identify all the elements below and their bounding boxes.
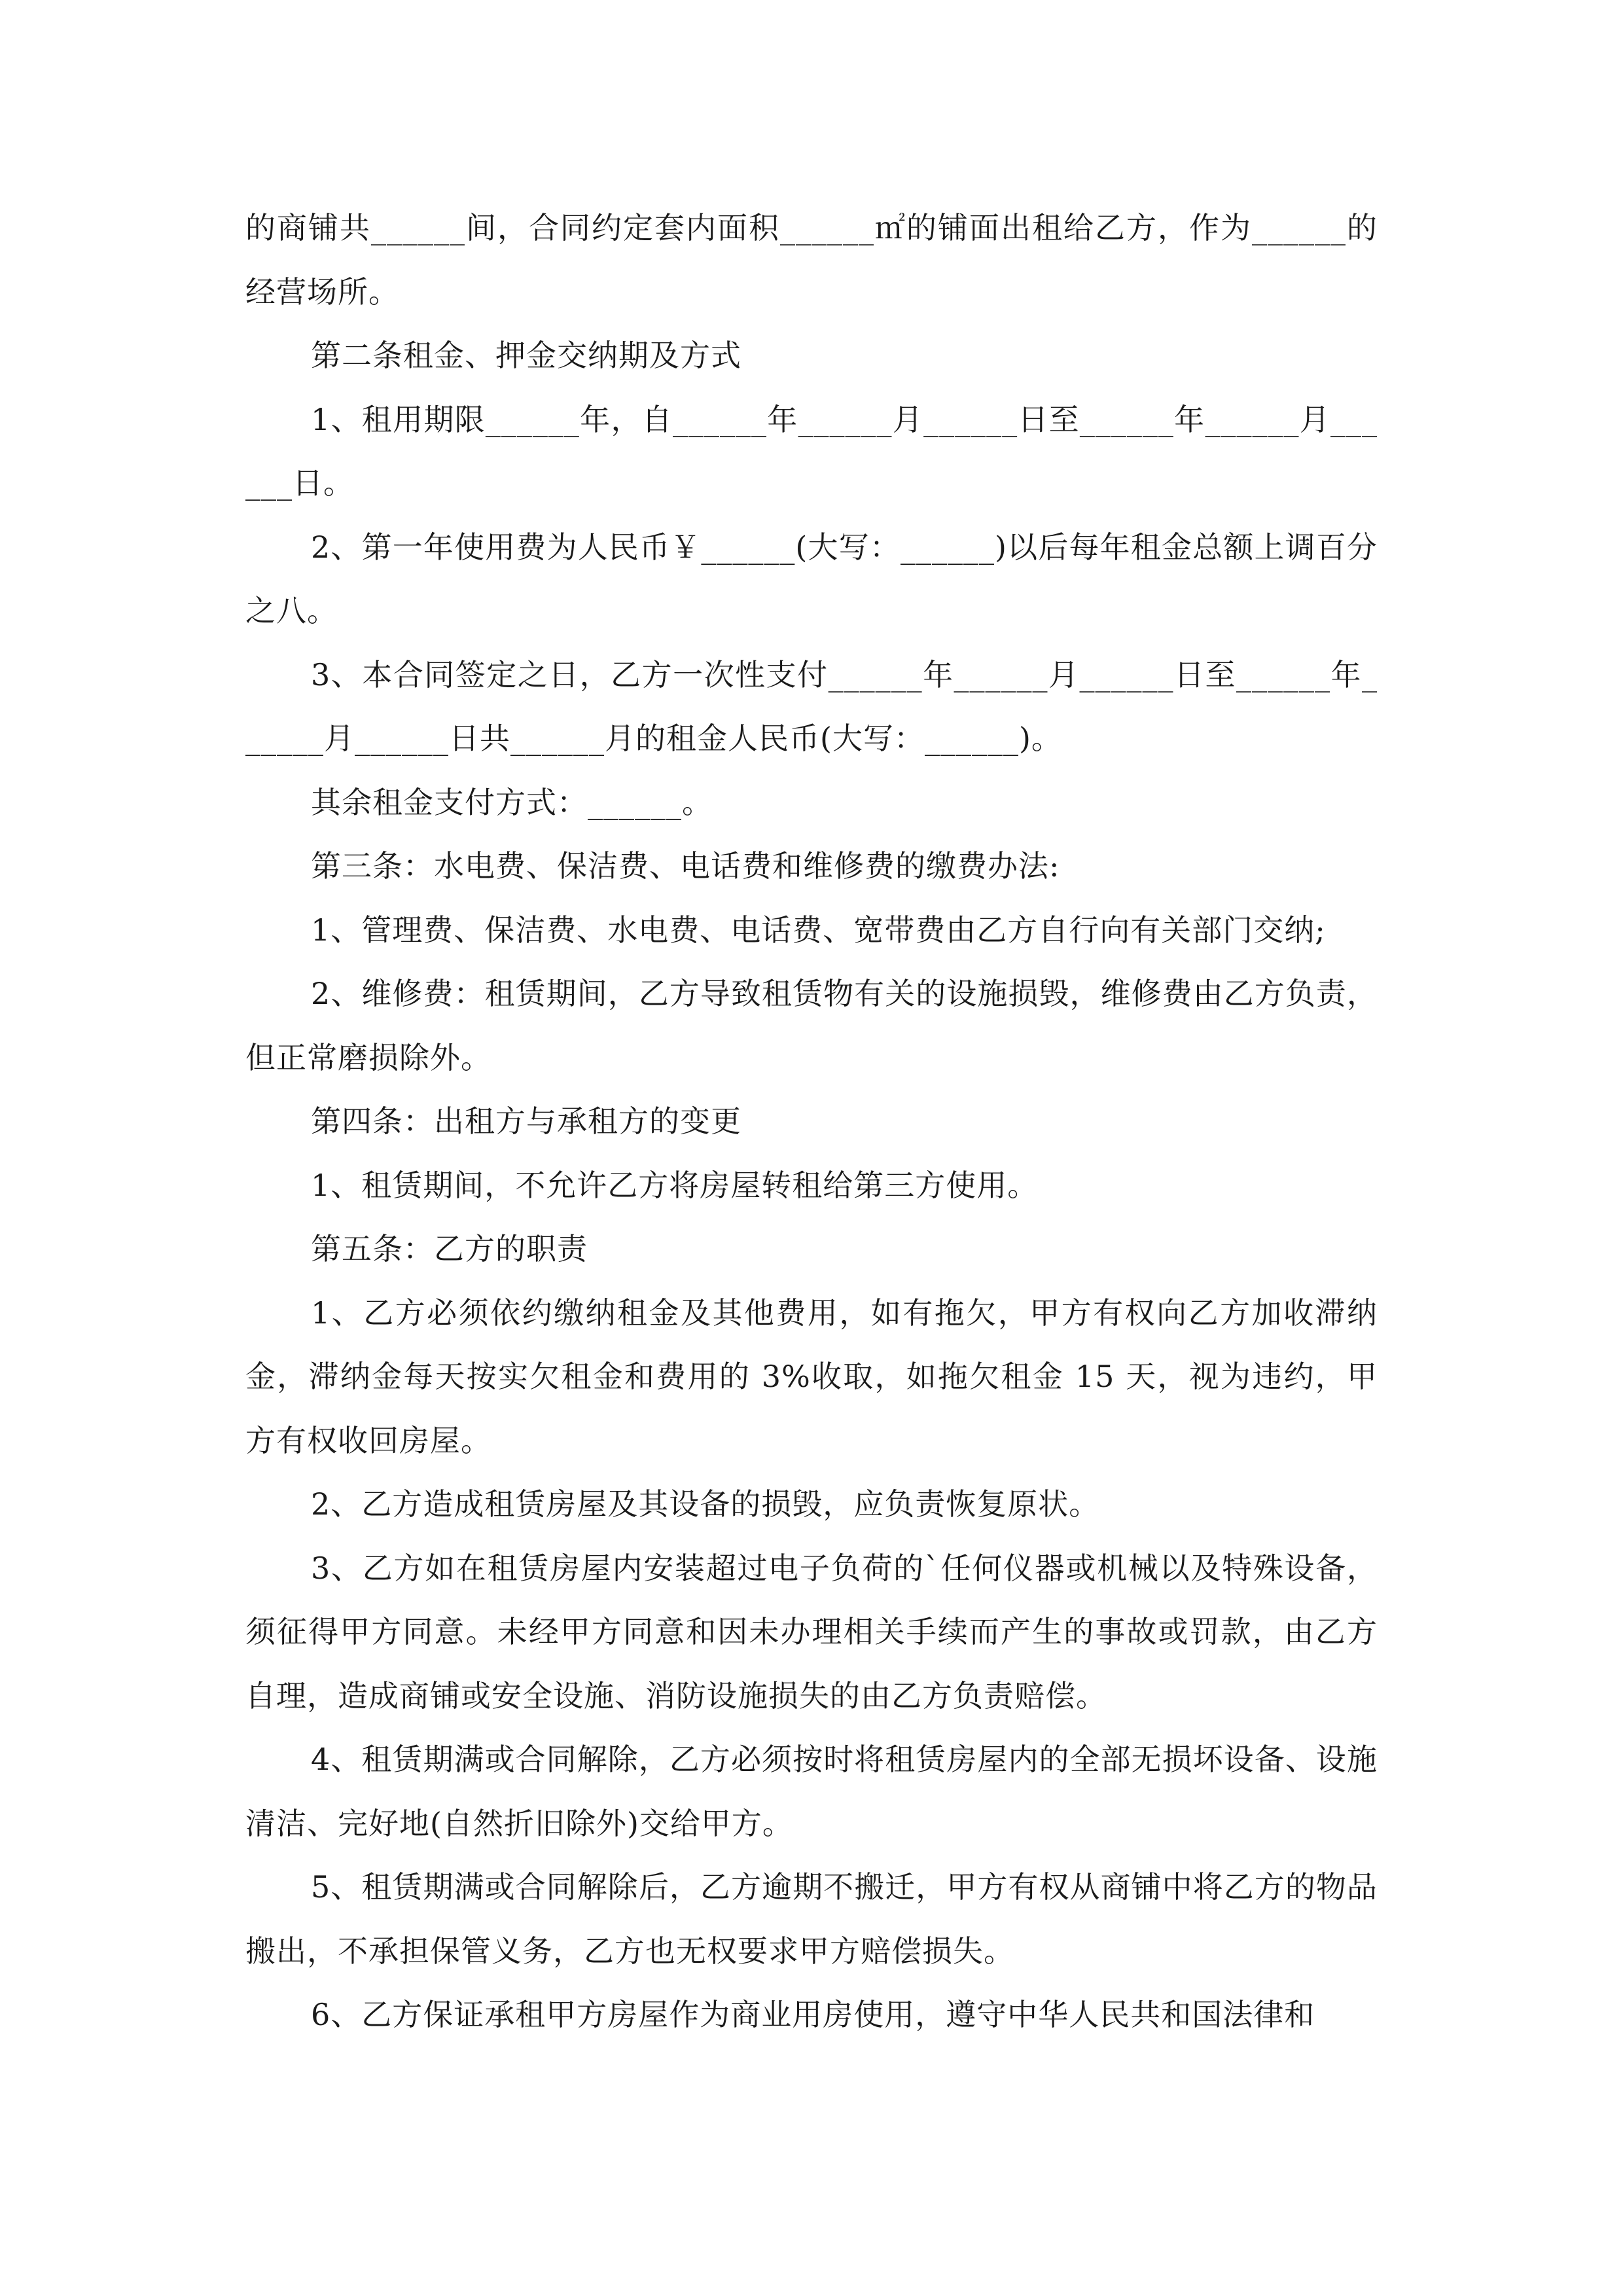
clause-3-2: 2、维修费：租赁期间，乙方导致租赁物有关的设施损毁，维修费由乙方负责，但正常磨损除外。 [245,976,1378,1075]
clause-5-6: 6、乙方保证承租甲方房屋作为商业用房使用，遵守中华人民共和国法律和 [311,1997,1315,2032]
article-5-heading: 第五条：乙方的职责 [311,1231,588,1266]
clause-5-4: 4、租赁期满或合同解除，乙方必须按时将租赁房屋内的全部无损坏设备、设施清洁、完好地(自然折旧除外)交给甲方。 [245,1742,1378,1841]
clause-2-other-payment: 其余租金支付方式：______。 [311,784,713,820]
clause-2-2: 2、第一年使用费为人民币￥______(大写：______)以后每年租金总额上调百分之八。 [245,529,1378,628]
clause-5-1: 1、乙方必须依约缴纳租金及其他费用，如有拖欠，甲方有权向乙方加收滞纳金，滞纳金每天按实欠租金和费用的 3%收取，如拖欠租金 15 天，视为违约，甲方有权收回房屋。 [245,1295,1378,1458]
article-3-heading: 第三条：水电费、保洁费、电话费和维修费的缴费办法: [311,848,1060,884]
clause-3-1: 1、管理费、保洁费、水电费、电话费、宽带费由乙方自行向有关部门交纳; [311,912,1326,948]
clause-5-2: 2、乙方造成租赁房屋及其设备的损毁，应负责恢复原状。 [311,1486,1100,1522]
clause-2-3: 3、本合同签定之日，乙方一次性支付______年______月______日至______年______月______日共______月的租金人民币(大写：______)。 [245,656,1378,756]
article-4-heading: 第四条：出租方与承租方的变更 [311,1103,741,1139]
clause-5-5: 5、租赁期满或合同解除后，乙方逾期不搬迁，甲方有权从商铺中将乙方的物品搬出，不承担保管义务，乙方也无权要求甲方赔偿损失。 [245,1869,1378,1969]
article-2-heading: 第二条租金、押金交纳期及方式 [311,338,741,373]
clause-5-3: 3、乙方如在租赁房屋内安装超过电子负荷的`任何仪器或机械以及特殊设备，须征得甲方同意。未经甲方同意和因未办理相关手续而产生的事故或罚款，由乙方自理，造成商铺或安全设施、消防设施损失的由乙方负责赔偿。 [245,1550,1378,1713]
clause-2-1: 1、租用期限______年，自______年______月______日至______年______月______日。 [245,401,1378,501]
paragraph-continuation: 的商铺共______间，合同约定套内面积______㎡的铺面出租给乙方，作为______的经营场所。 [245,210,1378,310]
clause-4-1: 1、租赁期间，不允许乙方将房屋转租给第三方使用。 [311,1167,1039,1203]
document-body [245,196,1378,2047]
